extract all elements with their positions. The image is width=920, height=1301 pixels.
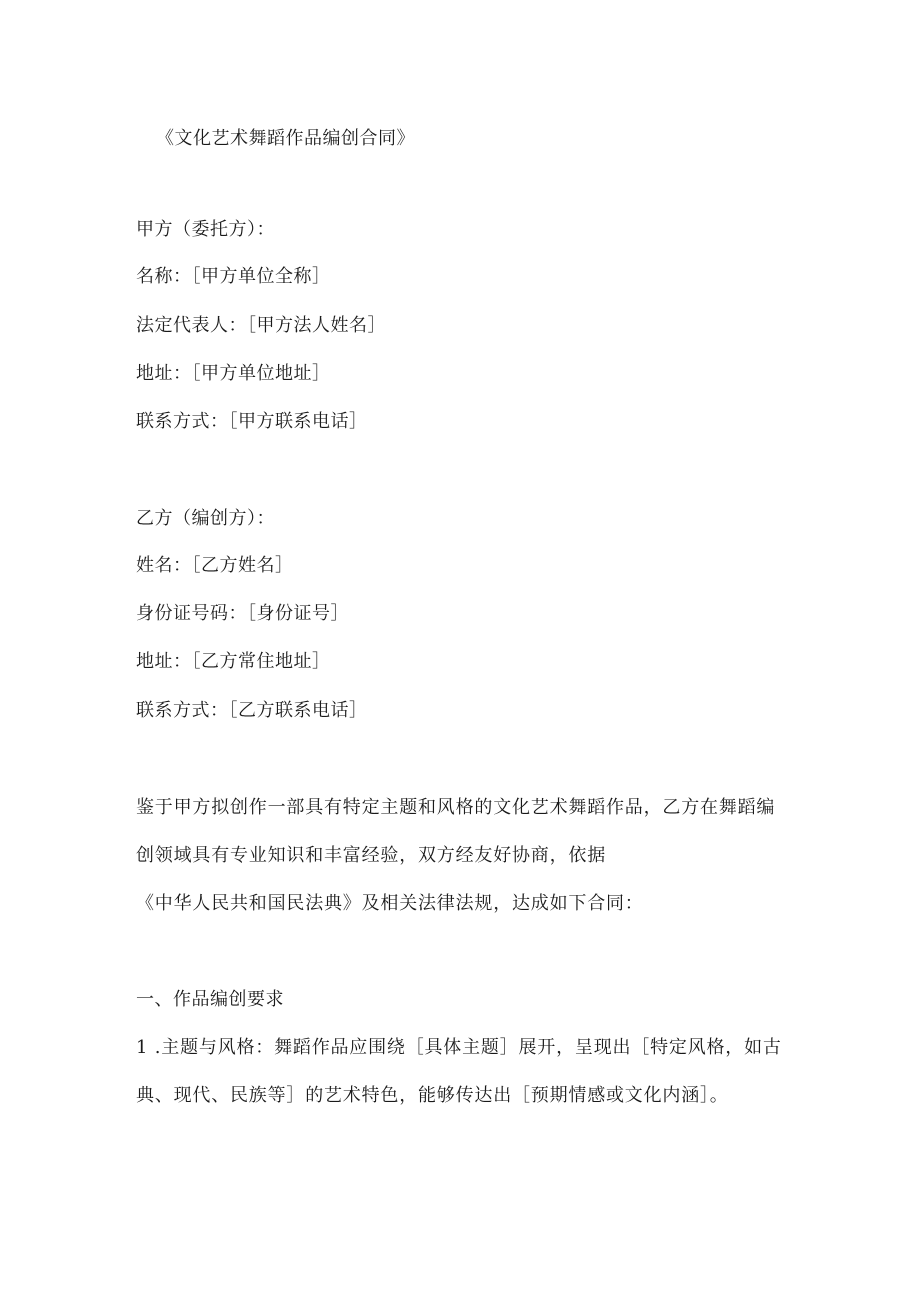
contract-title: 《文化艺术舞蹈作品编创合同》 (156, 128, 415, 149)
party-b-contact: 联系方式：［乙方联系电话］ (136, 700, 368, 721)
party-a-representative: 法定代表人：［甲方法人姓名］ (136, 315, 386, 336)
party-b-address: 地址：［乙方常住地址］ (136, 651, 331, 672)
party-a-address: 地址：［甲方单位地址］ (136, 363, 331, 384)
preamble-line-1: 鉴于甲方拟创作一部具有特定主题和风格的文化艺术舞蹈作品，乙方在舞蹈编 (136, 797, 776, 818)
party-a-name: 名称：［甲方单位全称］ (136, 266, 331, 287)
preamble-line-2: 创领域具有专业知识和丰富经验，双方经友好协商，依据 (136, 845, 606, 866)
section-1-heading: 一、作品编创要求 (136, 989, 284, 1010)
party-b-id-number: 身份证号码：［身份证号］ (136, 603, 349, 624)
party-a-heading: 甲方（委托方）： (136, 219, 275, 240)
party-a-contact: 联系方式：［甲方联系电话］ (136, 411, 368, 432)
preamble-line-3: 《中华人民共和国民法典》及相关法律法规，达成如下合同： (136, 893, 644, 914)
section-1-item-1-line-1: 1 .主题与风格：舞蹈作品应围绕［具体主题］展开，呈现出［特定风格，如古 (136, 1037, 782, 1058)
party-b-heading: 乙方（编创方）： (136, 508, 275, 529)
party-b-name: 姓名：［乙方姓名］ (136, 555, 294, 576)
section-1-item-1-line-2: 典、现代、民族等］的艺术特色，能够传达出［预期情感或文化内涵］。 (136, 1085, 729, 1106)
